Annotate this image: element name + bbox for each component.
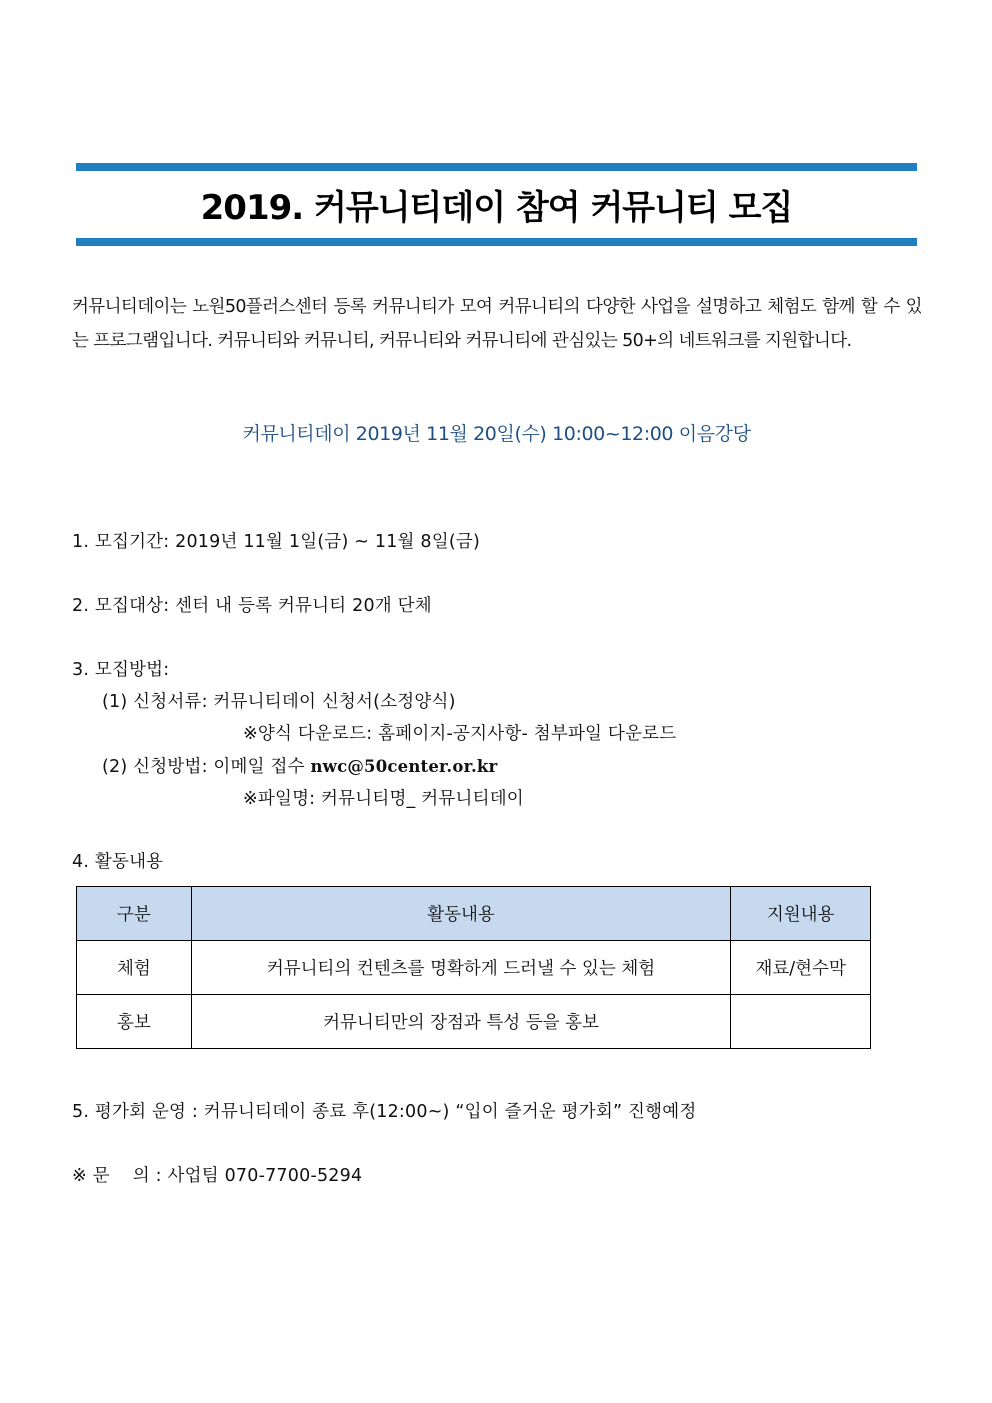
- method-documents: (1) 신청서류: 커뮤니티데이 신청서(소정양식): [102, 692, 456, 712]
- recruit-target: 2. 모집대상: 센터 내 등록 커뮤니티 20개 단체: [72, 596, 432, 616]
- table-row: [77, 941, 871, 995]
- cell-support: [731, 995, 871, 1049]
- cell-category: 체험: [77, 941, 192, 995]
- method-apply: [102, 753, 497, 778]
- recruit-method-heading: 3. 모집방법:: [72, 660, 170, 680]
- email-address[interactable]: nwc@50center.or.kr: [310, 757, 498, 776]
- title-top-rule: [76, 163, 917, 171]
- page-title: 2019. 커뮤니티데이 참여 커뮤니티 모집: [200, 188, 793, 228]
- contact-info: ※ 문 의 : 사업팀 070-7700-5294: [72, 1166, 363, 1186]
- cell-support: 재료/현수막: [731, 941, 871, 995]
- recruit-period: 1. 모집기간: 2019년 11월 1일(금) ~ 11월 8일(금): [72, 532, 480, 552]
- table-header-row: [77, 887, 871, 941]
- table-row: [77, 995, 871, 1049]
- cell-activity: 커뮤니티의 컨텐츠를 명확하게 드러낼 수 있는 체험: [191, 941, 731, 995]
- cell-activity: 커뮤니티만의 장점과 특성 등을 홍보: [191, 995, 731, 1049]
- intro-paragraph: 커뮤니티데이는 노원50플러스센터 등록 커뮤니티가 모여 커뮤니티의 다양한 사업을 설명하고 체험도 함께 할 수 있는 프로그램입니다. 커뮤니티와 커뮤니티, 커뮤니티와 커뮤니티에 관심있는 50+의 네트워크를 지원합니다.: [72, 297, 922, 351]
- method-apply-label: (2) 신청방법: 이메일 접수: [102, 757, 311, 777]
- header-support: 지원내용: [731, 887, 871, 941]
- event-info: 커뮤니티데이 2019년 11월 20일(수) 10:00~12:00 이음강당: [242, 423, 751, 445]
- evaluation-note: 5. 평가회 운영 : 커뮤니티데이 종료 후(12:00~) “입이 즐거운 평가회” 진행예정: [72, 1102, 697, 1122]
- title-bottom-rule: [76, 238, 917, 246]
- method-download-note: ※양식 다운로드: 홈페이지-공지사항- 첨부파일 다운로드: [243, 724, 677, 744]
- header-activity: 활동내용: [191, 887, 731, 941]
- header-category: 구분: [77, 887, 192, 941]
- activity-table: [76, 886, 871, 1049]
- cell-category: 홍보: [77, 995, 192, 1049]
- method-filename-note: ※파일명: 커뮤니티명_ 커뮤니티데이: [243, 789, 524, 809]
- activity-heading: 4. 활동내용: [72, 852, 164, 872]
